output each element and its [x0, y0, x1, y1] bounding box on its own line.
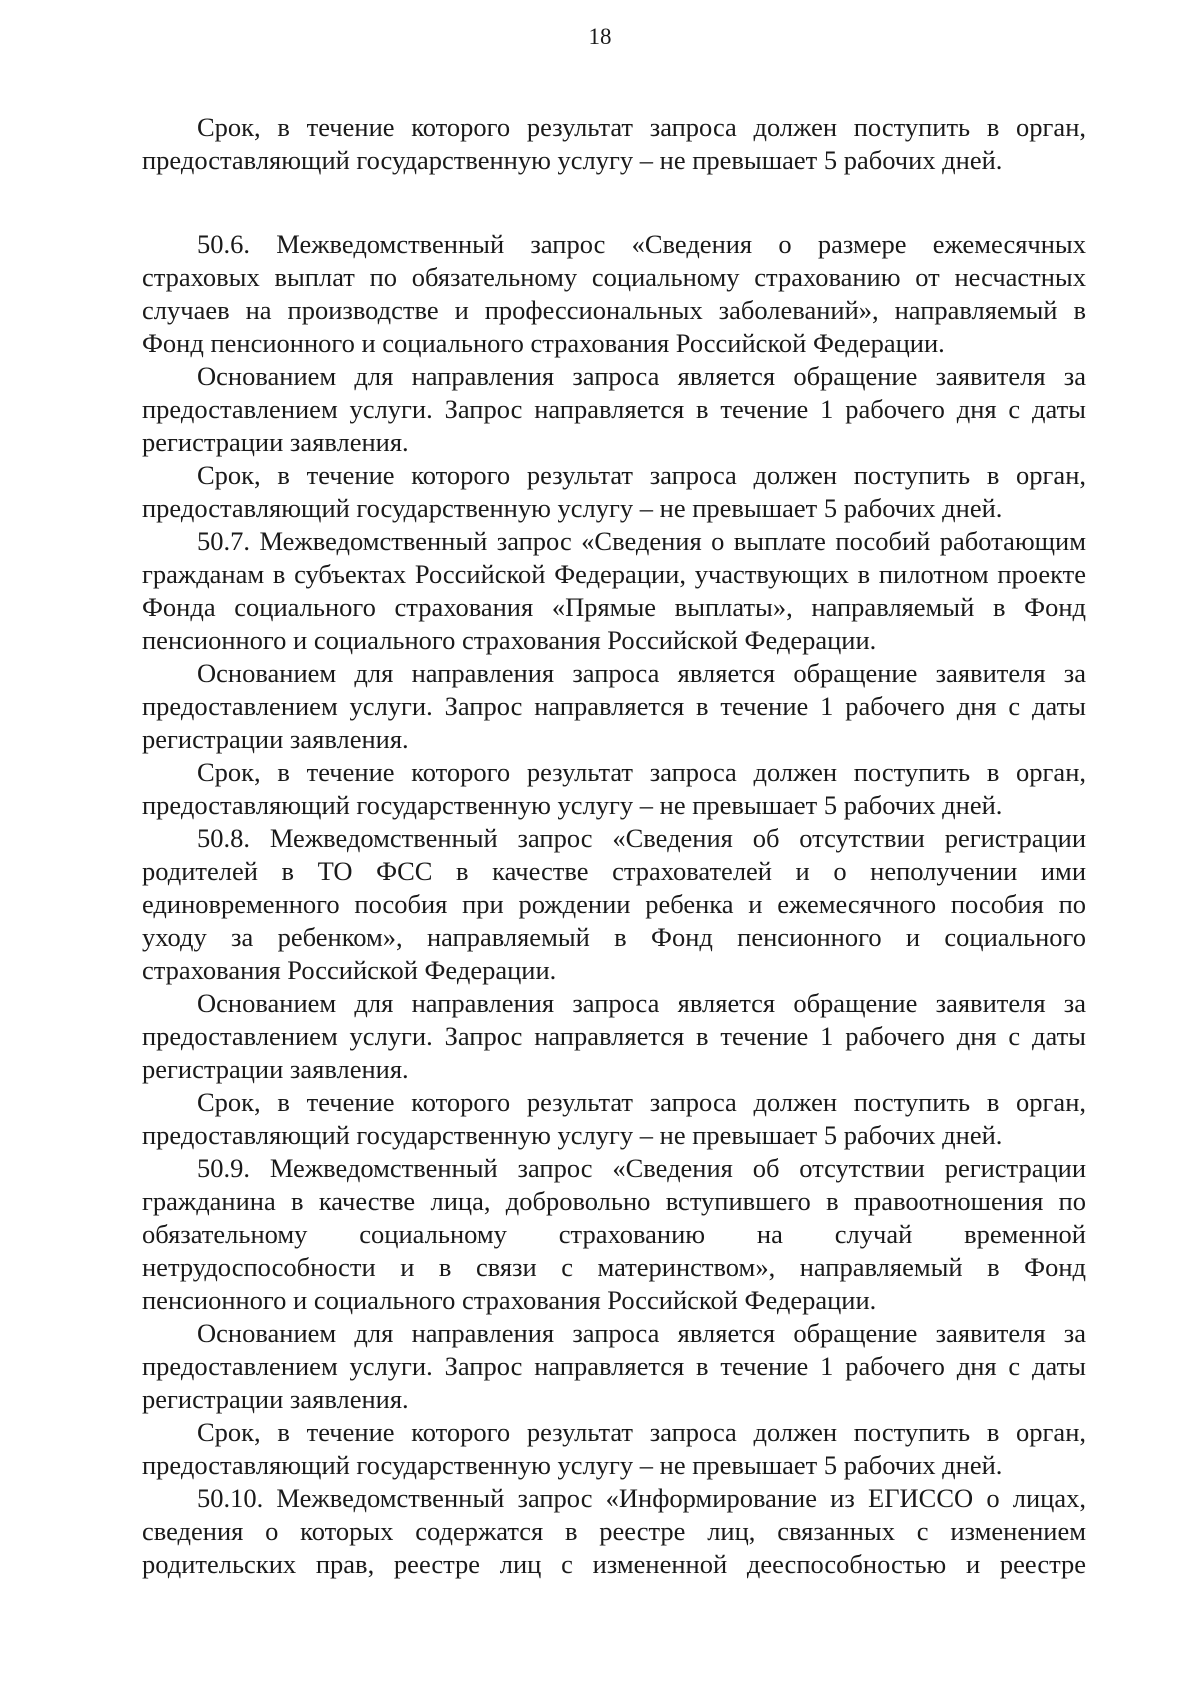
paragraph-request-50-6: 50.6. Межведомственный запрос «Сведения о размере ежемесячных страховых выплат по обязательному социальному страхованию от несчастных случаев на производстве и профессиональных заболеваний», направляемый в Фонд пенсионного и социального страхования Российской Федерации. — [142, 229, 1086, 358]
paragraph-deadline: Срок, в течение которого результат запроса должен поступить в орган, предоставляющий государственную услугу – не превышает 5 рабочих дней. — [142, 1417, 1086, 1480]
paragraph-request-50-10: 50.10. Межведомственный запрос «Информирование из ЕГИССО о лицах, сведения о которых содержатся в реестре лиц, связанных с изменением родительских прав, реестре лиц с измененной дееспособностью и реестре — [142, 1483, 1086, 1579]
paragraph-basis: Основанием для направления запроса является обращение заявителя за предоставлением услуги. Запрос направляется в течение 1 рабочего дня с даты регистрации заявления. — [142, 988, 1086, 1084]
paragraph-request-50-8: 50.8. Межведомственный запрос «Сведения об отсутствии регистрации родителей в ТО ФСС в качестве страхователей и о неполучении ими единовременного пособия при рождении ребенка и ежемесячного пособия по уходу за ребенком», направляемый в Фонд пенсионного и социального страхования Российской Федерации. — [142, 823, 1086, 985]
paragraph-deadline: Срок, в течение которого результат запроса должен поступить в орган, предоставляющий государственную услугу – не превышает 5 рабочих дней. — [142, 757, 1086, 820]
paragraph-basis: Основанием для направления запроса является обращение заявителя за предоставлением услуги. Запрос направляется в течение 1 рабочего дня с даты регистрации заявления. — [142, 361, 1086, 457]
paragraph-basis: Основанием для направления запроса является обращение заявителя за предоставлением услуги. Запрос направляется в течение 1 рабочего дня с даты регистрации заявления. — [142, 1318, 1086, 1414]
document-body — [142, 111, 1086, 1581]
page-number: 18 — [588, 24, 612, 49]
paragraph-deadline: Срок, в течение которого результат запроса должен поступить в орган, предоставляющий государственную услугу – не превышает 5 рабочих дней. — [142, 460, 1086, 523]
paragraph-request-50-9: 50.9. Межведомственный запрос «Сведения об отсутствии регистрации гражданина в качестве лица, добровольно вступившего в правоотношения по обязательному социальному страхованию на случай временной нетрудоспособности и в связи с материнством», направляемый в Фонд пенсионного и социального страхования Российской Федерации. — [142, 1153, 1086, 1315]
paragraph-deadline: Срок, в течение которого результат запроса должен поступить в орган, предоставляющий государственную услугу – не превышает 5 рабочих дней. — [142, 112, 1086, 175]
paragraph-basis: Основанием для направления запроса является обращение заявителя за предоставлением услуги. Запрос направляется в течение 1 рабочего дня с даты регистрации заявления. — [142, 658, 1086, 754]
paragraph-deadline: Срок, в течение которого результат запроса должен поступить в орган, предоставляющий государственную услугу – не превышает 5 рабочих дней. — [142, 1087, 1086, 1150]
paragraph-request-50-7: 50.7. Межведомственный запрос «Сведения о выплате пособий работающим гражданам в субъектах Российской Федерации, участвующих в пилотном проекте Фонда социального страхования «Прямые выплаты», направляемый в Фонд пенсионного и социального страхования Российской Федерации. — [142, 526, 1086, 655]
